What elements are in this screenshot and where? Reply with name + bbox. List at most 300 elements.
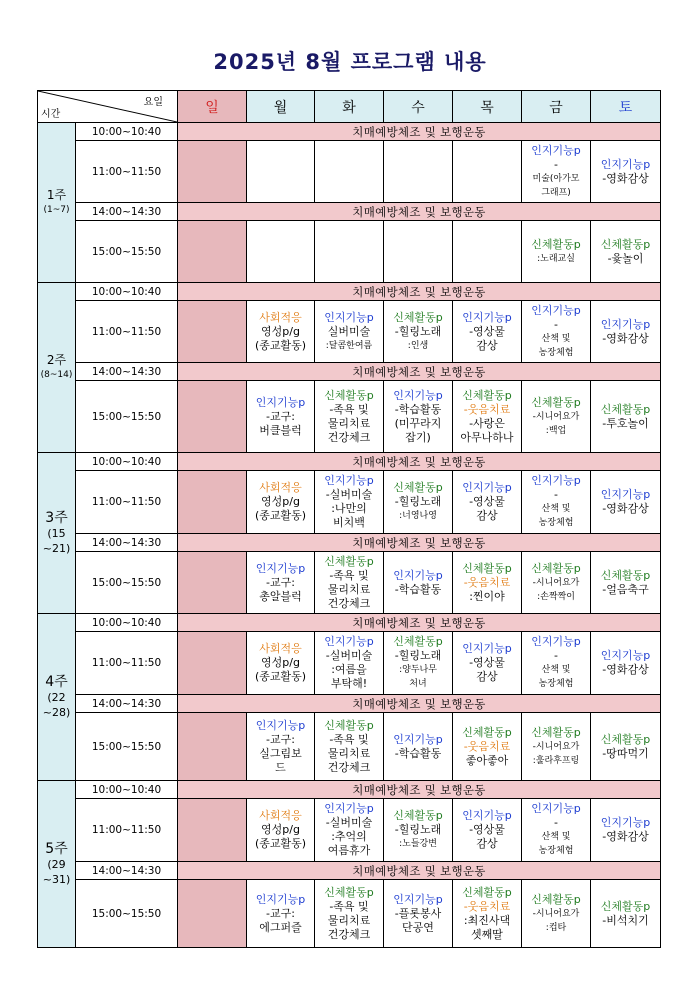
activity-line: 물리치료	[327, 746, 371, 760]
activity-line: 부탁해!	[330, 677, 368, 690]
activity-cell	[315, 381, 384, 453]
time-slot: 14:00~14:30	[76, 363, 178, 381]
activity-line: -교구:	[266, 409, 295, 423]
daily-exercise-row: 치매예방체조 및 보행운동	[178, 781, 661, 799]
activity-line: -영상물	[469, 656, 505, 669]
activity-line: 신체활동p	[531, 237, 581, 251]
activity-cell	[453, 799, 522, 862]
activity-line: -	[554, 157, 558, 171]
week-range: (15 ~21)	[42, 526, 71, 555]
activity-line: -학습활동	[394, 746, 442, 760]
day-header-fri: 금	[522, 91, 591, 123]
activity-line: :여름을	[331, 663, 367, 676]
activity-cell	[247, 221, 315, 283]
week-range: (8~14)	[40, 369, 73, 380]
activity-line: 인지기능p	[393, 568, 443, 582]
activity-line: 인지기능p	[600, 157, 651, 171]
program-row	[38, 141, 661, 203]
activity-line: 인지기능p	[255, 718, 306, 732]
activity-cell	[384, 471, 453, 534]
week-label: 2주	[46, 352, 67, 367]
activity-cell	[384, 221, 453, 283]
activity-cell	[522, 141, 591, 203]
week-label: 5주	[45, 840, 68, 857]
week-label: 1주	[46, 187, 67, 202]
activity-line: -투호놀이	[602, 416, 649, 430]
activity-line: 사회적응	[259, 481, 302, 494]
day-header-thu: 목	[453, 91, 522, 123]
time-slot: 11:00~11:50	[76, 799, 178, 862]
activity-line: 드	[275, 760, 286, 774]
activity-cell	[453, 141, 522, 203]
activity-line: -족욕 및	[329, 568, 369, 582]
activity-line: -시니어요가	[532, 741, 580, 752]
activity-line: -학습활동	[394, 582, 442, 596]
activity-line: 신체활동p	[462, 388, 512, 402]
activity-line: -웃음치료	[463, 575, 511, 589]
activity-line: -족욕 및	[329, 899, 369, 913]
activity-cell	[591, 799, 661, 862]
time-axis-label: 시간	[41, 109, 61, 120]
activity-line: 단공연	[402, 920, 434, 934]
time-slot: 15:00~15:50	[76, 880, 178, 948]
daily-exercise-row: 치매예방체조 및 보행운동	[178, 123, 661, 141]
activity-line: 신체활동p	[462, 725, 512, 739]
activity-line: 인지기능p	[600, 488, 651, 501]
activity-line: 인지기능p	[324, 802, 374, 815]
activity-line: 인지기능p	[531, 474, 581, 487]
activity-line: 인지기능p	[462, 310, 512, 324]
sunday-cell	[178, 471, 247, 534]
activity-line: :백업	[545, 425, 567, 436]
activity-line: -시니어요가	[532, 908, 580, 919]
activity-line: 실그림보	[259, 746, 302, 760]
activity-line: 사회적응	[259, 809, 302, 822]
activity-cell	[453, 471, 522, 534]
week-label: 3주	[45, 509, 68, 526]
sunday-cell	[178, 880, 247, 948]
activity-cell	[384, 301, 453, 363]
activity-cell	[453, 632, 522, 695]
activity-line: 인지기능p	[255, 561, 306, 575]
week-row	[38, 781, 661, 799]
activity-cell	[591, 471, 661, 534]
time-slot: 11:00~11:50	[76, 301, 178, 363]
schedule-table	[37, 90, 661, 948]
activity-line: 신체활동p	[531, 561, 581, 575]
activity-line: 건강체크	[327, 760, 371, 774]
time-slot: 14:00~14:30	[76, 534, 178, 552]
activity-line: 여름휴가	[327, 844, 371, 857]
activity-line: 신체활동p	[531, 395, 581, 409]
time-slot: 15:00~15:50	[76, 221, 178, 283]
activity-cell	[247, 381, 315, 453]
time-slot: 11:00~11:50	[76, 141, 178, 203]
activity-line: -	[554, 816, 558, 829]
activity-cell	[384, 381, 453, 453]
activity-line: 인지기능p	[393, 388, 443, 402]
daily-exercise-row: 치매예방체조 및 보행운동	[178, 453, 661, 471]
activity-line: 영성p/g	[261, 656, 300, 669]
program-row	[38, 381, 661, 453]
activity-line: -영화감상	[602, 171, 649, 185]
activity-line: 감상	[476, 670, 498, 683]
sunday-cell	[178, 301, 247, 363]
activity-line: -사랑은	[469, 416, 505, 430]
week-range: (22 ~28)	[42, 690, 71, 719]
activity-line: 인지기능p	[324, 635, 374, 648]
activity-line: (종교활동)	[254, 837, 307, 850]
activity-line: -시니어요가	[532, 577, 580, 588]
page-title: 2025년 8월 프로그램 내용	[213, 50, 487, 74]
activity-line: (미꾸라지	[394, 416, 442, 430]
time-slot: 10:00~10:40	[76, 614, 178, 632]
week-row	[38, 123, 661, 141]
day-header-sun: 일	[178, 91, 247, 123]
time-slot: 15:00~15:50	[76, 552, 178, 614]
activity-line: 인지기능p	[600, 816, 651, 829]
activity-line: 신체활동p	[393, 809, 443, 822]
activity-line: 인지기능p	[600, 649, 651, 662]
activity-line: 산책 및	[541, 665, 571, 675]
daily-exercise-row: 치매예방체조 및 보행운동	[178, 283, 661, 301]
activity-line: 영성p/g	[261, 823, 300, 836]
activity-line: 감상	[476, 837, 498, 850]
week-label: 4주	[45, 673, 68, 690]
activity-line: :컵타	[545, 922, 567, 933]
week-row	[38, 614, 661, 632]
program-row	[38, 301, 661, 363]
activity-line: :달콤한여름	[325, 340, 373, 351]
activity-cell	[453, 880, 522, 948]
activity-line: 신체활동p	[324, 885, 374, 899]
activity-cell	[384, 141, 453, 203]
activity-cell	[384, 632, 453, 695]
activity-line: 처녀	[409, 679, 427, 689]
activity-cell	[247, 552, 315, 614]
activity-cell	[522, 552, 591, 614]
week-row	[38, 203, 661, 221]
activity-line: -실버미술	[325, 816, 373, 829]
time-slot: 14:00~14:30	[76, 203, 178, 221]
activity-line: 비치백	[333, 516, 365, 529]
activity-cell	[522, 880, 591, 948]
activity-line: :너영나영	[399, 511, 437, 521]
activity-line: -플롯봉사	[394, 906, 442, 920]
activity-line: (종교활동)	[254, 670, 307, 683]
activity-line: 농장체험	[538, 679, 574, 689]
activity-line: 에그퍼즐	[259, 920, 302, 934]
activity-cell	[315, 471, 384, 534]
activity-line: -힐링노래	[394, 823, 442, 836]
daily-exercise-row: 치매예방체조 및 보행운동	[178, 695, 661, 713]
activity-cell	[384, 880, 453, 948]
daily-exercise-row: 치매예방체조 및 보행운동	[178, 862, 661, 880]
week-row	[38, 534, 661, 552]
time-slot: 14:00~14:30	[76, 862, 178, 880]
activity-line: 물리치료	[327, 582, 371, 596]
activity-line: -시니어요가	[532, 411, 580, 422]
activity-line: 신체활동p	[462, 561, 512, 575]
activity-cell	[522, 471, 591, 534]
activity-line: 농장체험	[538, 347, 574, 358]
sunday-cell	[178, 713, 247, 781]
activity-cell	[591, 632, 661, 695]
activity-line: -영화감상	[602, 331, 649, 345]
activity-line: 건강체크	[327, 430, 371, 444]
activity-line: 인지기능p	[531, 635, 581, 648]
activity-cell	[453, 301, 522, 363]
sunday-cell	[178, 632, 247, 695]
time-slot: 15:00~15:50	[76, 713, 178, 781]
activity-line: 신체활동p	[600, 402, 651, 416]
activity-line: 건강체크	[327, 596, 371, 610]
activity-cell	[591, 141, 661, 203]
activity-cell	[453, 552, 522, 614]
activity-cell	[522, 221, 591, 283]
activity-line: :양두나무	[399, 665, 437, 675]
week-row	[38, 695, 661, 713]
sunday-cell	[178, 799, 247, 862]
sunday-cell	[178, 221, 247, 283]
activity-cell	[315, 221, 384, 283]
activity-line: -실버미술	[325, 649, 373, 662]
time-slot: 14:00~14:30	[76, 695, 178, 713]
week-label-cell	[38, 614, 76, 781]
corner-header	[38, 91, 178, 123]
sunday-cell	[178, 552, 247, 614]
activity-cell	[384, 552, 453, 614]
activity-line: 산책 및	[541, 333, 571, 344]
activity-line: 인지기능p	[531, 802, 581, 815]
activity-line: 인지기능p	[324, 310, 374, 324]
activity-line: 그래프)	[541, 187, 571, 198]
activity-line: 인지기능p	[462, 481, 512, 494]
activity-cell	[247, 713, 315, 781]
activity-line: -교구:	[266, 575, 295, 589]
activity-line: 좋아좋아	[465, 753, 509, 767]
time-slot: 10:00~10:40	[76, 283, 178, 301]
activity-line: :최진사댁	[463, 913, 511, 927]
activity-line: 사회적응	[259, 642, 302, 655]
activity-line: 감상	[476, 509, 498, 522]
program-row	[38, 632, 661, 695]
activity-line: 인지기능p	[462, 642, 512, 655]
activity-line: 인지기능p	[255, 395, 306, 409]
activity-line: 인지기능p	[393, 732, 443, 746]
activity-cell	[384, 713, 453, 781]
activity-line: -윷놀이	[607, 251, 644, 265]
activity-cell	[591, 381, 661, 453]
activity-line: 신체활동p	[600, 237, 651, 251]
activity-cell	[315, 713, 384, 781]
activity-line: 신체활동p	[393, 310, 443, 324]
activity-line: 신체활동p	[393, 635, 443, 648]
activity-line: 인지기능p	[600, 317, 651, 331]
activity-line: -웃음치료	[463, 739, 511, 753]
activity-cell	[522, 301, 591, 363]
time-slot: 15:00~15:50	[76, 381, 178, 453]
activity-line: -족욕 및	[329, 732, 369, 746]
activity-line: 인지기능p	[462, 809, 512, 822]
activity-line: -힐링노래	[394, 495, 442, 508]
week-label-cell	[38, 781, 76, 948]
week-label-cell	[38, 453, 76, 614]
activity-line: 신체활동p	[393, 481, 443, 494]
activity-line: -땅따먹기	[602, 746, 649, 760]
activity-cell	[315, 141, 384, 203]
activity-line: -웃음치료	[463, 899, 511, 913]
activity-line: 신체활동p	[324, 554, 374, 568]
activity-cell	[315, 632, 384, 695]
program-row	[38, 880, 661, 948]
activity-cell	[591, 880, 661, 948]
activity-cell	[591, 301, 661, 363]
day-header-mon: 월	[247, 91, 315, 123]
activity-cell	[591, 221, 661, 283]
daily-exercise-row: 치매예방체조 및 보행운동	[178, 614, 661, 632]
activity-cell	[315, 552, 384, 614]
activity-cell	[315, 799, 384, 862]
activity-cell	[247, 301, 315, 363]
activity-cell	[247, 880, 315, 948]
activity-line: 신체활동p	[531, 892, 581, 906]
activity-line: 농장체험	[538, 846, 574, 856]
activity-line: 신체활동p	[600, 568, 651, 582]
activity-line: 산책 및	[541, 832, 571, 842]
daily-exercise-row: 치매예방체조 및 보행운동	[178, 363, 661, 381]
activity-line: 아무나하나	[460, 430, 514, 444]
activity-line: :찐이야	[469, 589, 505, 603]
activity-line: 신체활동p	[324, 718, 374, 732]
activity-cell	[315, 301, 384, 363]
week-label-cell	[38, 123, 76, 283]
activity-cell	[315, 880, 384, 948]
activity-line: 물리치료	[327, 913, 371, 927]
activity-line: 산책 및	[541, 504, 571, 514]
activity-line: 인지기능p	[324, 474, 374, 487]
week-row	[38, 283, 661, 301]
activity-line: -영상물	[469, 324, 505, 338]
day-axis-label: 요일	[143, 97, 163, 108]
activity-line: 물리치료	[327, 416, 371, 430]
activity-line: :손짝짝이	[537, 591, 575, 602]
activity-line: :추억의	[331, 830, 367, 843]
activity-cell	[247, 632, 315, 695]
activity-line: -영화감상	[602, 830, 649, 843]
activity-line: 신체활동p	[531, 725, 581, 739]
activity-cell	[247, 141, 315, 203]
activity-line: -얼음축구	[602, 582, 649, 596]
day-header-wed: 수	[384, 91, 453, 123]
program-row	[38, 552, 661, 614]
activity-line: -영상물	[469, 495, 505, 508]
time-slot: 10:00~10:40	[76, 781, 178, 799]
activity-line: -교구:	[266, 906, 295, 920]
activity-line: (종교활동)	[254, 509, 307, 522]
activity-line: -학습활동	[394, 402, 442, 416]
program-row	[38, 221, 661, 283]
time-slot: 10:00~10:40	[76, 453, 178, 471]
activity-line: -실버미술	[325, 488, 373, 501]
activity-line: :나만의	[331, 502, 367, 515]
week-label-cell	[38, 283, 76, 453]
activity-cell	[522, 799, 591, 862]
activity-line: 건강체크	[327, 927, 371, 941]
activity-cell	[247, 471, 315, 534]
activity-cell	[247, 799, 315, 862]
day-header-tue: 화	[315, 91, 384, 123]
activity-line: -족욕 및	[329, 402, 369, 416]
activity-cell	[384, 799, 453, 862]
activity-line: 잡기)	[405, 430, 431, 444]
time-slot: 10:00~10:40	[76, 123, 178, 141]
program-row	[38, 799, 661, 862]
week-range: (1~7)	[43, 204, 70, 215]
program-row	[38, 713, 661, 781]
activity-line: 인지기능p	[393, 892, 443, 906]
activity-line: 인지기능p	[531, 143, 581, 157]
sunday-cell	[178, 381, 247, 453]
activity-line: :노래교실	[537, 253, 575, 264]
activity-cell	[522, 381, 591, 453]
daily-exercise-row: 치매예방체조 및 보행운동	[178, 534, 661, 552]
time-slot: 11:00~11:50	[76, 632, 178, 695]
header-row	[38, 91, 661, 123]
activity-line: 신체활동p	[600, 732, 651, 746]
activity-cell	[591, 713, 661, 781]
activity-line: 실버미술	[327, 324, 371, 338]
program-row	[38, 471, 661, 534]
activity-cell	[522, 713, 591, 781]
activity-line: -힐링노래	[394, 649, 442, 662]
activity-line: 신체활동p	[324, 388, 374, 402]
day-header-sat: 토	[591, 91, 661, 123]
activity-line: -	[554, 649, 558, 662]
activity-line: 셋째딸	[471, 927, 503, 941]
activity-line: -영상물	[469, 823, 505, 836]
week-row	[38, 453, 661, 471]
activity-line: :노들강변	[399, 839, 437, 849]
week-row	[38, 363, 661, 381]
activity-line: -	[554, 488, 558, 501]
week-range: (29 ~31)	[42, 857, 71, 886]
activity-line: 감상	[476, 338, 498, 352]
activity-line: :인생	[407, 340, 429, 351]
activity-line: 인지기능p	[255, 892, 306, 906]
activity-line: 신체활동p	[462, 885, 512, 899]
activity-cell	[453, 713, 522, 781]
activity-line: -힐링노래	[394, 324, 442, 338]
activity-line: -교구:	[266, 732, 295, 746]
activity-line: 영성p/g	[261, 495, 300, 508]
activity-line: -영화감상	[602, 502, 649, 515]
activity-line: -비석치기	[602, 913, 649, 927]
sunday-cell	[178, 141, 247, 203]
activity-line: 인지기능p	[531, 303, 581, 317]
daily-exercise-row: 치매예방체조 및 보행운동	[178, 203, 661, 221]
activity-cell	[453, 381, 522, 453]
activity-cell	[591, 552, 661, 614]
activity-line: (종교활동)	[254, 338, 307, 352]
activity-line: 신체활동p	[600, 899, 651, 913]
activity-line: 총알블럭	[259, 589, 302, 603]
time-slot: 11:00~11:50	[76, 471, 178, 534]
activity-line: -웃음치료	[463, 402, 511, 416]
activity-line: :훌라후프링	[532, 755, 580, 766]
activity-line: 사회적응	[259, 310, 302, 324]
activity-line: 농장체험	[538, 518, 574, 528]
